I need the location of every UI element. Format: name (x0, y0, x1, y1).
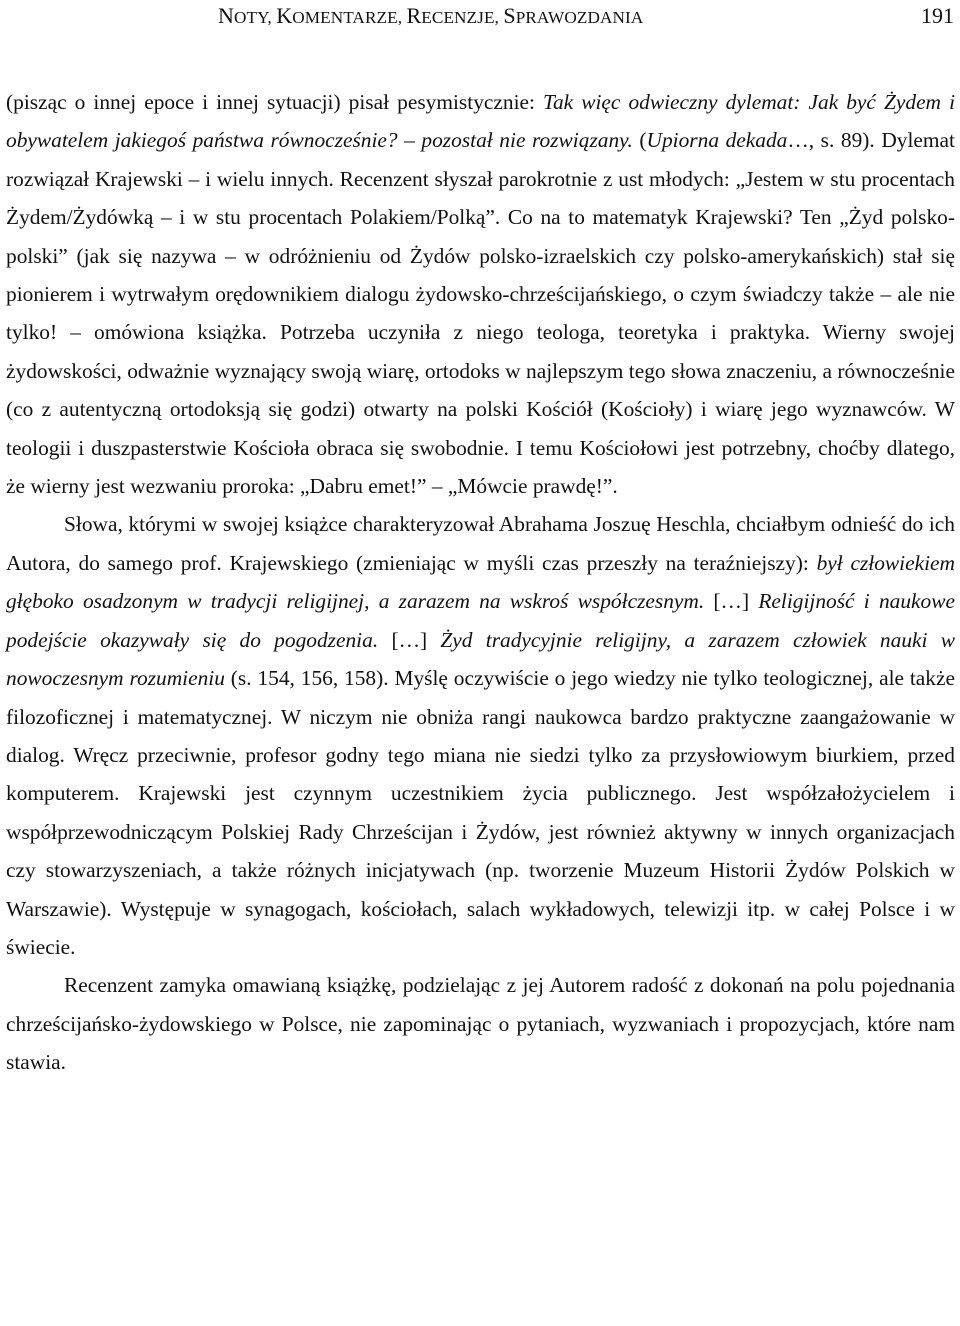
article-body (6, 83, 955, 1082)
paragraph-2 (6, 505, 955, 966)
running-title (218, 2, 643, 32)
running-title-word-initial: N (218, 3, 234, 28)
page-header (0, 0, 960, 34)
text-run: […] (378, 627, 441, 652)
text-run: …, s. 89). Dylemat rozwiązał Krajewski – i wielu innych. Recenzent słyszał parokrotnie z ust młodych: „Jestem w stu procentach Żydem/Żydówką – i w stu procentach Polakiem/Polką”. Co na to matematyk Krajewski? Ten „Żyd polsko-polski” (jak się nazywa – w odróżnieniu od Żydów polsko-izraelskich czy polsko-amerykańskich) stał się pionierem i wytrwałym orędownikiem dialogu żydowsko-chrześcijańskiego, o czym świadczy także – ale nie tylko! – omówiona książka. Potrzeba uczyniła z niego teologa, teoretyka i praktyka. Wierny swojej żydowskości, odważnie wyznający swoją wiarę, ortodoks w najlepszym tego słowa znaczeniu, a równocześnie (co z autentyczną ortodoksją się godzi) otwarty na polski Kościół (Kościoły) i wiarę jego wyznawców. W teologii i duszpasterstwie Kościoła obraca się swobodnie. I temu Kościołowi jest potrzebny, choćby dlatego, że wierny jest wezwaniu proroka: „Dabru emet!” – „Mówcie prawdę!”. (6, 128, 955, 499)
text-run: ( (632, 128, 647, 153)
running-title-word-rest: PRAWOZDANIA (515, 8, 644, 27)
text-run: Recenzent zamyka omawianą książkę, podzielając z jej Autorem radość z dokonań na polu pojednania chrześcijańsko-żydowskiego w Polsce, nie zapominając o pytaniach, wyzwaniach i propozycjach, które nam stawia. (6, 973, 955, 1075)
italic-quote: Upiorna dekada (646, 128, 788, 153)
text-run: (s. 154, 156, 158). Myślę oczywiście o jego wiedzy nie tylko teologicznej, ale także filozoficznej i matematycznej. W niczym nie obniża rangi naukowca bardzo praktyczne zaangażowanie w dialog. Wręcz przeciwnie, profesor godny tego miana nie siedzi tylko za przysłowiowym biurkiem, przed komputerem. Krajewski jest czynnym uczestnikiem życia publicznego. Jest współzałożycielem i współprzewodniczącym Polskiej Rady Chrześcijan i Żydów, jest również aktywny w innych organizacjach czy stowarzyszeniach, a także różnych inicjatywach (np. tworzenie Muzeum Historii Żydów Polskich w Warszawie). Występuje w synagogach, kościołach, salach wykładowych, telewizji itp. w całej Polsce i w świecie. (6, 666, 955, 959)
text-run: […] (704, 589, 759, 614)
running-title-word-initial: R (406, 3, 422, 28)
italic-quote: był człowiekiem głęboko osadzonym w tradycji religijnej, a zarazem na wskroś współczesnym. (6, 550, 955, 614)
page-number: 191 (921, 3, 954, 28)
text-run: (pisząc o innej epoce i innej sytuacji) pisał pesymistycznie: (6, 90, 544, 114)
running-title-word-initial: K (276, 3, 293, 28)
italic-quote: Tak więc odwieczny dylemat: Jak być Żydem i obywatelem jakiegoś państwa równocześnie? – pozostał nie rozwiązany. (6, 90, 956, 153)
paragraph-3 (6, 966, 955, 1081)
italic-quote: Żyd tradycyjnie religijny, a zarazem człowiek nauki w nowoczesnym rozumieniu (6, 627, 956, 691)
text-run: Słowa, którymi w swojej książce charakteryzował Abrahama Joszuę Heschla, chciałbym odnieść do ich Autora, do samego prof. Krajewskiego (zmieniając w myśli czas przeszły na teraźniejszy): (6, 512, 955, 575)
running-title-word-rest: OMENTARZE, (292, 8, 407, 27)
running-title-word-rest: ECENZJE, (421, 8, 504, 27)
running-title-word-rest: OTY, (234, 8, 277, 27)
paragraph-1 (6, 83, 955, 505)
running-title-word-initial: S (503, 3, 516, 28)
italic-quote: Religijność i naukowe podejście okazywały się do pogodzenia. (6, 589, 955, 652)
